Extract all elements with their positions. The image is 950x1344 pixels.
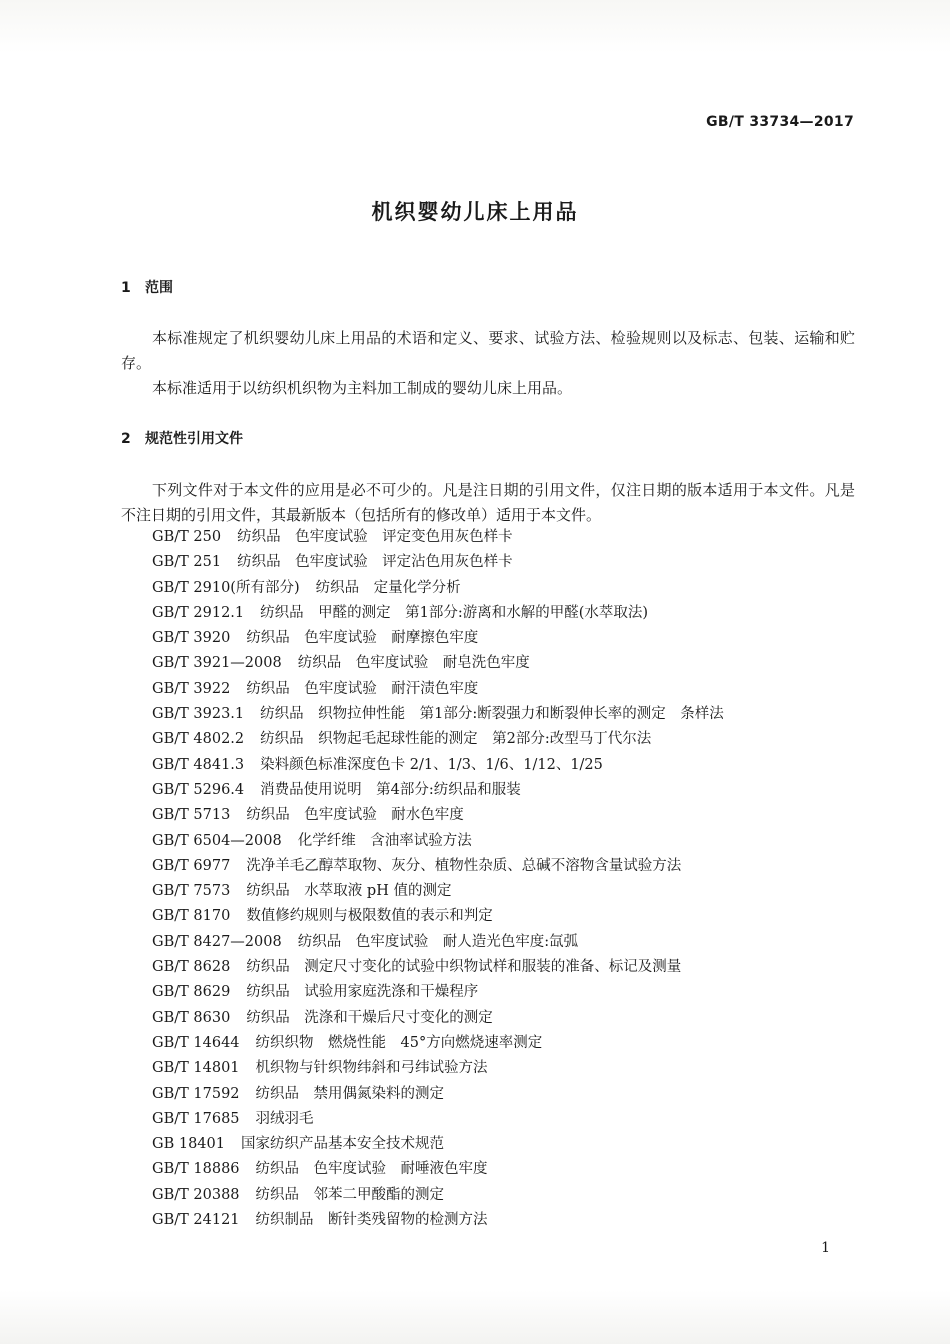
reference-title: 消费品使用说明 第4部分:纺织品和服装 bbox=[260, 781, 521, 798]
reference-title: 纺织品 色牢度试验 耐皂洗色牢度 bbox=[297, 655, 530, 672]
section-2-heading bbox=[121, 428, 243, 448]
reference-item bbox=[152, 1208, 724, 1233]
document-title: 机织婴幼儿床上用品 bbox=[371, 200, 579, 224]
reference-item bbox=[152, 1006, 724, 1031]
reference-item bbox=[152, 930, 724, 955]
reference-code: GB/T 8630 bbox=[152, 1009, 231, 1026]
reference-item bbox=[152, 1082, 724, 1107]
reference-code: GB/T 5713 bbox=[152, 807, 231, 824]
reference-item bbox=[152, 1107, 724, 1132]
reference-title: 化学纤维 含油率试验方法 bbox=[297, 832, 472, 849]
standard-code: GB/T 33734—2017 bbox=[706, 114, 854, 130]
reference-item bbox=[152, 677, 724, 702]
reference-code: GB/T 4841.3 bbox=[152, 756, 245, 773]
reference-title: 纺织品 织物拉伸性能 第1部分:断裂强力和断裂伸长率的测定 条样法 bbox=[260, 706, 724, 723]
reference-title: 数值修约规则与极限数值的表示和判定 bbox=[246, 908, 493, 925]
reference-list bbox=[152, 525, 724, 1233]
reference-title: 纺织品 洗涤和干燥后尺寸变化的测定 bbox=[246, 1009, 493, 1026]
reference-code: GB/T 6504—2008 bbox=[152, 832, 282, 849]
reference-code: GB/T 14644 bbox=[152, 1034, 240, 1051]
reference-title: 纺织品 试验用家庭洗涤和干燥程序 bbox=[246, 984, 479, 1001]
reference-item bbox=[152, 955, 724, 980]
reference-item bbox=[152, 1031, 724, 1056]
reference-code: GB/T 2912.1 bbox=[152, 604, 245, 621]
section-title: 规范性引用文件 bbox=[145, 431, 243, 447]
reference-title: 纺织品 测定尺寸变化的试验中织物试样和服装的准备、标记及测量 bbox=[246, 959, 682, 976]
section-1-heading bbox=[121, 277, 173, 297]
reference-code: GB/T 7573 bbox=[152, 883, 231, 900]
reference-item bbox=[152, 525, 724, 550]
reference-item bbox=[152, 702, 724, 727]
reference-code: GB/T 3920 bbox=[152, 630, 231, 647]
reference-item bbox=[152, 651, 724, 676]
reference-title: 羽绒羽毛 bbox=[255, 1110, 314, 1127]
reference-code: GB/T 6977 bbox=[152, 857, 231, 874]
reference-code: GB/T 251 bbox=[152, 554, 222, 571]
reference-title: 纺织品 色牢度试验 耐汗渍色牢度 bbox=[246, 680, 479, 697]
reference-title: 纺织品 甲醛的测定 第1部分:游离和水解的甲醛(水萃取法) bbox=[260, 604, 649, 621]
reference-item bbox=[152, 601, 724, 626]
reference-code: GB/T 8629 bbox=[152, 984, 231, 1001]
reference-code: GB/T 5296.4 bbox=[152, 781, 245, 798]
reference-item bbox=[152, 1056, 724, 1081]
reference-title: 纺织品 禁用偶氮染料的测定 bbox=[255, 1085, 445, 1102]
reference-code: GB/T 14801 bbox=[152, 1060, 240, 1077]
reference-item bbox=[152, 1132, 724, 1157]
reference-title: 纺织织物 燃烧性能 45°方向燃烧速率测定 bbox=[255, 1034, 543, 1051]
reference-item bbox=[152, 854, 724, 879]
reference-title: 纺织品 色牢度试验 耐唾液色牢度 bbox=[255, 1161, 488, 1178]
reference-item bbox=[152, 1157, 724, 1182]
reference-code: GB/T 17685 bbox=[152, 1110, 240, 1127]
reference-title: 纺织品 色牢度试验 评定沾色用灰色样卡 bbox=[237, 554, 513, 571]
section-2-paragraph-1: 下列文件对于本文件的应用是必不可少的。凡是注日期的引用文件，仅注日期的版本适用于本文件。凡是不注日期的引用文件，其最新版本（包括所有的修改单）适用于本文件。 bbox=[121, 481, 855, 524]
reference-item bbox=[152, 803, 724, 828]
reference-code: GB/T 2910(所有部分) bbox=[152, 579, 300, 596]
reference-item bbox=[152, 1183, 724, 1208]
reference-title: 纺织品 色牢度试验 耐摩擦色牢度 bbox=[246, 630, 479, 647]
reference-item bbox=[152, 626, 724, 651]
reference-item bbox=[152, 829, 724, 854]
reference-item bbox=[152, 550, 724, 575]
reference-title: 纺织品 色牢度试验 耐人造光色牢度:氙弧 bbox=[297, 933, 579, 950]
reference-item bbox=[152, 980, 724, 1005]
reference-code: GB/T 18886 bbox=[152, 1161, 240, 1178]
reference-code: GB/T 4802.2 bbox=[152, 731, 245, 748]
reference-title: 染料颜色标准深度色卡 2/1、1/3、1/6、1/12、1/25 bbox=[260, 756, 603, 773]
reference-title: 纺织品 织物起毛起球性能的测定 第2部分:改型马丁代尔法 bbox=[260, 731, 652, 748]
reference-code: GB 18401 bbox=[152, 1136, 225, 1153]
reference-code: GB/T 24121 bbox=[152, 1212, 240, 1229]
reference-item bbox=[152, 727, 724, 752]
page-number: 1 bbox=[821, 1240, 830, 1256]
reference-title: 纺织制品 断针类残留物的检测方法 bbox=[255, 1212, 488, 1229]
reference-code: GB/T 8170 bbox=[152, 908, 231, 925]
reference-item bbox=[152, 778, 724, 803]
reference-item bbox=[152, 879, 724, 904]
reference-title: 纺织品 色牢度试验 评定变色用灰色样卡 bbox=[237, 529, 513, 545]
reference-title: 纺织品 色牢度试验 耐水色牢度 bbox=[246, 807, 464, 824]
reference-title: 机织物与针织物纬斜和弓纬试验方法 bbox=[255, 1060, 488, 1077]
section-1-paragraph-1: 本标准规定了机织婴幼儿床上用品的术语和定义、要求、试验方法、检验规则以及标志、包装、运输和贮存。 bbox=[121, 329, 855, 372]
section-1-paragraph-2: 本标准适用于以纺织机织物为主料加工制成的婴幼儿床上用品。 bbox=[152, 379, 573, 397]
reference-title: 纺织品 水萃取液 pH 值的测定 bbox=[246, 883, 452, 900]
reference-item bbox=[152, 904, 724, 929]
reference-code: GB/T 3923.1 bbox=[152, 706, 245, 723]
reference-code: GB/T 8628 bbox=[152, 959, 231, 976]
reference-code: GB/T 250 bbox=[152, 529, 222, 545]
reference-code: GB/T 20388 bbox=[152, 1186, 240, 1203]
reference-item bbox=[152, 576, 724, 601]
reference-title: 洗净羊毛乙醇萃取物、灰分、植物性杂质、总碱不溶物含量试验方法 bbox=[246, 857, 682, 874]
reference-code: GB/T 3921—2008 bbox=[152, 655, 282, 672]
reference-title: 纺织品 定量化学分析 bbox=[315, 579, 461, 596]
reference-code: GB/T 17592 bbox=[152, 1085, 240, 1102]
reference-title: 纺织品 邻苯二甲酸酯的测定 bbox=[255, 1186, 445, 1203]
reference-code: GB/T 8427—2008 bbox=[152, 933, 282, 950]
reference-code: GB/T 3922 bbox=[152, 680, 231, 697]
section-title: 范围 bbox=[145, 280, 173, 296]
section-number: 1 bbox=[121, 280, 131, 296]
reference-item bbox=[152, 753, 724, 778]
reference-title: 国家纺织产品基本安全技术规范 bbox=[240, 1136, 444, 1153]
section-number: 2 bbox=[121, 431, 131, 447]
